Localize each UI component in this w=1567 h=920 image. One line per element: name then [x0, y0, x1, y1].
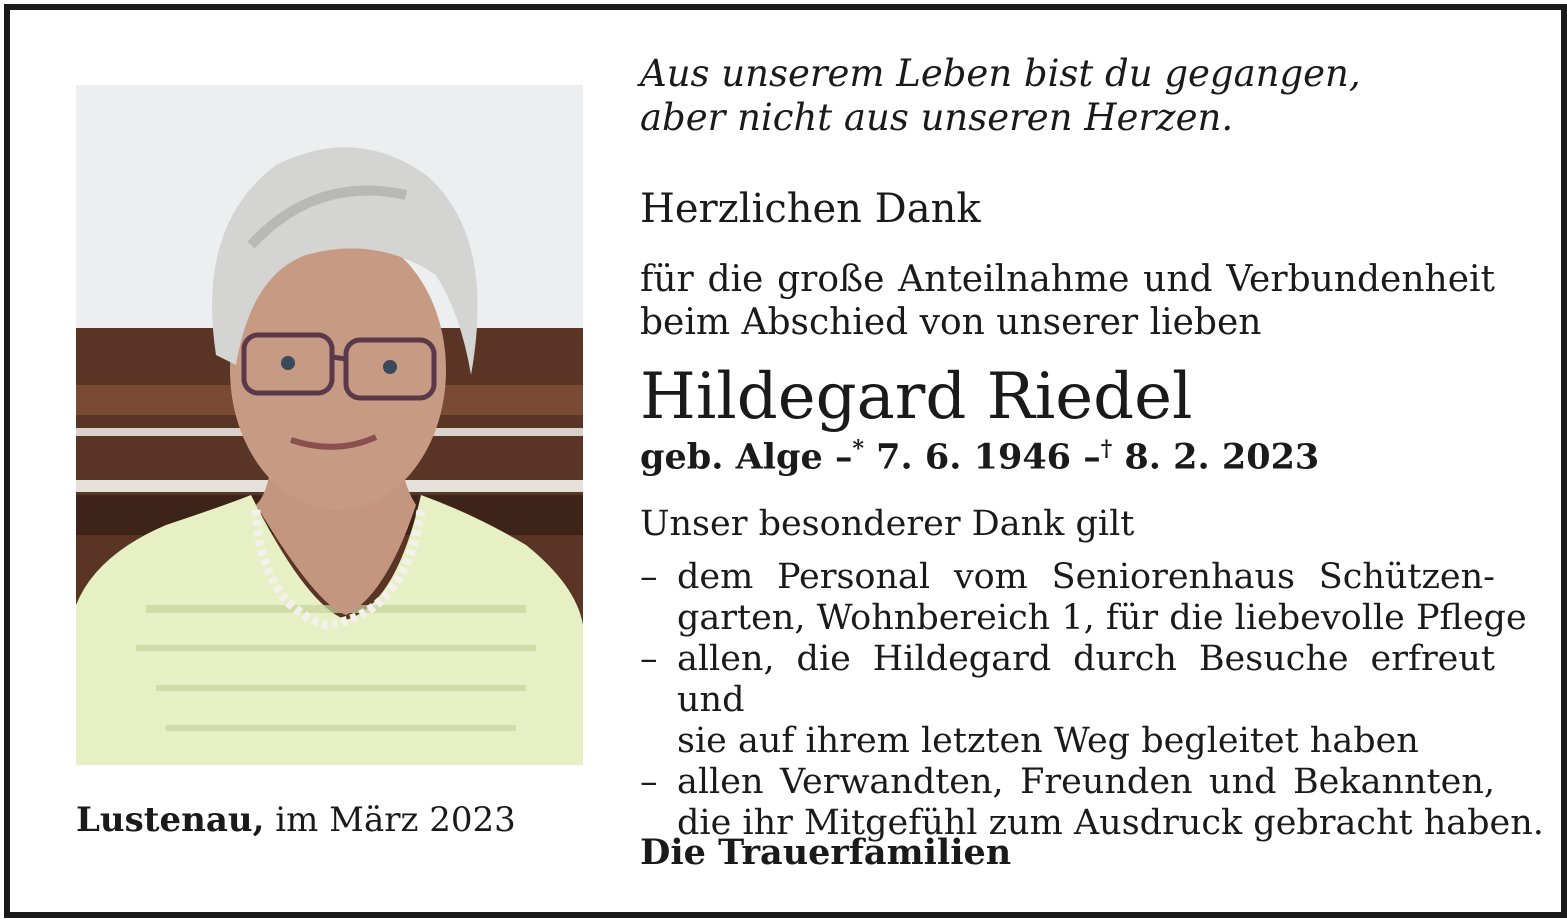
list-item-line-1: allen Verwandten, Freunden und Bekannten,: [677, 762, 1495, 802]
death-date: 8. 2. 2023: [1124, 436, 1320, 478]
list-item-line-1: dem Personal vom Seniorenhaus Schützen-: [677, 557, 1495, 597]
quote-line-2: aber nicht aus unseren Herzen.: [640, 96, 1234, 139]
maiden-name: geb. Alge: [640, 436, 823, 478]
portrait-photo: [76, 85, 583, 765]
death-symbol: †: [1100, 436, 1113, 462]
intro-text: [640, 258, 1495, 344]
deceased-name: Hildegard Riedel: [640, 360, 1193, 434]
list-item-line-2: garten, Wohnbereich 1, für die liebevolle Pflege: [677, 598, 1527, 638]
special-thanks-intro: Unser besonderer Dank gilt: [640, 504, 1135, 544]
list-bullet: –: [640, 639, 658, 679]
list-item: [640, 639, 1495, 762]
dates-separator: –: [834, 436, 853, 478]
place-date-line: [76, 800, 516, 840]
thanks-list: [640, 557, 1544, 844]
list-item: [640, 557, 1527, 639]
thanks-heading: Herzlichen Dank: [640, 186, 981, 232]
intro-line-1: für die große Anteilnahme und Verbundenheit: [640, 259, 1495, 300]
signature: Die Trauerfamilien: [640, 832, 1012, 873]
place-name: Lustenau,: [76, 800, 265, 840]
list-bullet: –: [640, 557, 658, 597]
birth-date: 7. 6. 1946: [876, 436, 1072, 478]
dates-separator: –: [1083, 436, 1101, 478]
quote-line-1: Aus unserem Leben bist du gegangen,: [640, 52, 1361, 95]
memorial-quote: [640, 52, 1495, 140]
month-year: im März 2023: [275, 800, 516, 840]
list-bullet: –: [640, 762, 658, 802]
birth-symbol: *: [852, 436, 864, 462]
list-item-line-1: allen, die Hildegard durch Besuche erfreut und: [677, 639, 1495, 720]
list-item-line-2: sie auf ihrem letzten Weg begleitet haben: [677, 721, 1419, 761]
list-item-line-2: die ihr Mitgefühl zum Ausdruck gebracht haben.: [677, 803, 1544, 843]
intro-line-2: beim Abschied von unserer lieben: [640, 302, 1262, 343]
life-dates: [640, 436, 1495, 478]
